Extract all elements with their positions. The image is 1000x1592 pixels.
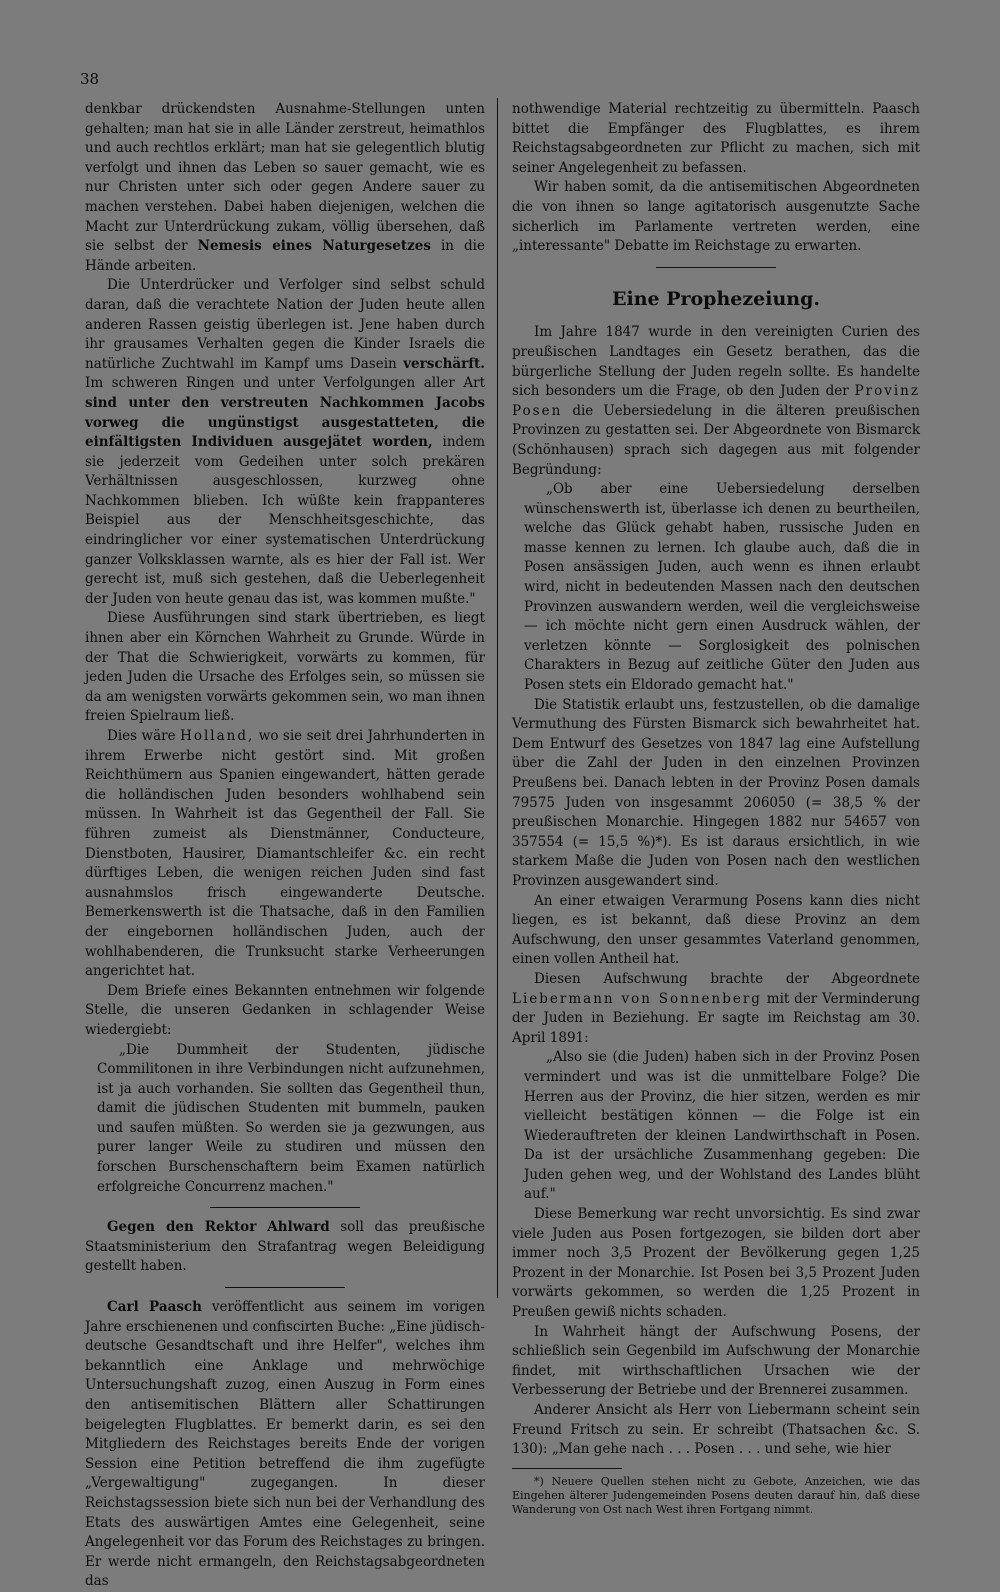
separator-rule [656,267,776,268]
quotation: „Die Dummheit der Studenten, jüdische Commilitonen in ihre Verbindungen nicht aufzunehmen, ist ja auch vorhanden. Sie sollten das Gegentheil thun, damit die jüdischen Studenten mit bummeln, pauken und saufen müßten. So werden sie ja gezwungen, aus purer langer Weile zu studiren und müssen den forschen Burschenschaftern beim Examen natürlich erfolgreiche Concurrenz machen." [97,1041,485,1195]
paragraph: Dem Briefe eines Bekannten entnehmen wir folgende Stelle, die unseren Gedanken in schlagender Weise wiedergiebt: [85,982,485,1038]
article-heading: Eine Prophezeiung. [612,287,820,310]
paragraph: Carl Paasch veröffentlicht aus seinem im vorigen Jahre erschienenen und confiscirten Buche: „Eine jüdisch-deutsche Gesandtschaft und ihre Helfer", welches ihm bekanntlich eine Anklage und mehrwöchige Untersuchungshaft zuzog, einen Auszug in Form eines den antisemitischen Blättern aller Schattirungen beigelegten Flugblattes. Er bemerkt darin, es sei den Mitgliedern des Reichstages bereits Ende der vorigen Session eine Petition betreffend die ihm zugefügte „Vergewaltigung" zugegangen. In dieser Reichstagssession biete sich nun bei der Verhandlung des Etats des auswärtigen Amtes eine Gelegenheit, seine Angelegenheit vor das Forum des Reichstages zu bringen. Er werde nicht ermangeln, den Reichstagsabgeordneten das [85,1299,485,1590]
paragraph: Die Statistik erlaubt uns, festzustellen, ob die damalige Vermuthung des Fürsten Bismarck sich bewahrheitet hat. Dem Entwurf des Gesetzes von 1847 lag eine Aufstellung über die Zahl der Juden in den einzelnen Provinzen Preußens bei. Danach lebten in der Provinz Posen damals 79575 Juden von insgesammt 206050 (= 38,5 % der preußischen Monarchie. Hingegen 1882 nur 54657 von 357554 (= 15,5 %)*). Es ist daraus ersichtlich, in wie starkem Maße die Juden von Posen nach den westlichen Provinzen ausgewandert sind. [512,696,920,889]
right-column [512,100,920,1517]
paragraph: Diesen Aufschwung brachte der Abgeordnete Liebermann von Sonnenberg mit der Verminderung der Juden in Beziehung. Er sagte im Reichstag am 30. April 1891: [512,970,920,1046]
paragraph: Anderer Ansicht als Herr von Liebermann scheint sein Freund Fritsch zu sein. Er schreibt (Thatsachen &c. S. 130): „Man gehe nach . . . Posen . . . und sehe, wie hier [512,1402,920,1458]
paragraph: Diese Bemerkung war recht unvorsichtig. Es sind zwar viele Juden aus Posen fortgezogen, sie bilden dort aber immer noch 3,5 Prozent der Bevölkerung gegen 1,25 Prozent in der Monarchie. Ist Posen bei 3,5 Prozent Juden vorwärts gekommen, so werden die 1,25 Prozent in Preußen gewiß nichts schaden. [512,1206,920,1321]
left-column [85,100,485,1592]
paragraph: Im Jahre 1847 wurde in den vereinigten Curien des preußischen Landtages ein Gesetz berathen, das die bürgerliche Stellung der Juden regeln sollte. Es handelte sich besonders um die Frage, ob den Juden der Provinz Posen die Uebersiedelung in die älteren preußischen Provinzen zu gestatten sei. Der Abgeordnete von Bismarck (Schönhausen) sprach sich dagegen aus mit folgender Begründung: [512,324,920,478]
quotation: „Ob aber eine Uebersiedelung derselben wünschenswerth ist, überlasse ich denen zu beurtheilen, welche das Glück gehabt haben, russische Juden en masse kennen zu lernen. Ich glaube auch, daß die in Posen ansässigen Juden, auch wenn es ihnen erlaubt wird, nicht in bedeutenden Massen nach den deutschen Provinzen auswandern werden, weil die vergleichsweise — ich möchte nicht gern einen Ausdruck wählen, der verletzen könnte — Sorglosigkeit des polnischen Charakters in Bezug auf zeitliche Güter den Juden aus Posen stets ein Eldorado gemacht hat." [524,481,920,694]
paragraph: Diese Ausführungen sind stark übertrieben, es liegt ihnen aber ein Körnchen Wahrheit zu Grunde. Würde in der That die Schwierigkeit, vorwärts zu kommen, für jeden Juden die Ursache des Erfolges sein, so müssen sie da am wenigsten vorwärts gekommen sein, wo man ihnen freien Spielraum ließ. [85,610,485,725]
column-divider [497,98,498,1298]
paragraph: denkbar drückendsten Ausnahme-Stellungen unten gehalten; man hat sie in alle Länder zerstreut, heimathlos und auch rechtlos erklärt; man hat sie gelegentlich blutig verfolgt und ihnen das Leben so sauer gemacht, wie es nur Christen unter sich oder gegen Andere sauer zu machen verstehen. Dabei haben diejenigen, welchen die Macht zur Unterdrückung zukam, völlig übersehen, daß sie selbst der Nemesis eines Naturgesetzes in die Hände arbeiten. [85,101,485,274]
paragraph: nothwendige Material rechtzeitig zu übermitteln. Paasch bittet die Empfänger des Flugblattes, es ihrem Reichstagsabgeordneten zur Pflicht zu machen, sich mit seiner Angelegenheit zu befassen. [512,101,920,176]
footnote: *) Neuere Quellen stehen nicht zu Gebote, Anzeichen, wie das Eingehen älterer Judengemeinden Posens deuten darauf hin, daß diese Wanderung von Ost nach West ihren Fortgang nimmt. [512,1474,920,1516]
footnote-rule [512,1468,622,1469]
paragraph: Dies wäre Holland, wo sie seit drei Jahrhunderten in ihrem Erwerbe nicht gestört sind. Mit großen Reichthümern aus Spanien eingewandert, hätten gerade die holländischen Juden besonders wohlhabend sein müssen. In Wahrheit ist das Gegentheil der Fall. Sie führen zumeist als Dienstmänner, Conducteure, Dienstboten, Hausirer, Diamantschleifer &c. ein recht dürftiges Leben, die wenigen reichen Juden sind fast ausnahmslos frisch eingewanderte Deutsche. Bemerkenswerth ist die Thatsache, daß in den Familien der eingebornen holländischen Juden, auch der wohlhabenderen, die Trunksucht starke Verheerungen angerichtet hat. [85,728,485,980]
paragraph: In Wahrheit hängt der Aufschwung Posens, der schließlich sein Gegenbild im Aufschwung der Monarchie findet, mit wirthschaftlichen Ursachen wie der Verbesserung der Betriebe und der Brennerei zusammen. [512,1323,920,1399]
separator-rule [225,1287,345,1288]
page-number: 38 [80,70,100,88]
separator-rule [210,1207,360,1208]
quotation: „Also sie (die Juden) haben sich in der Provinz Posen vermindert und was ist die unmittelbare Folge? Die Herren aus der Provinz, die hier sitzen, werden es mir vielleicht bestätigen können — die Folge ist ein Wiederauftreten der kleinen Landwirthschaft in Posen. Da ist der ursächliche Zusammenhang gegeben: Die Juden gehen weg, und der Wohlstand des Landes blüht auf." [524,1049,920,1203]
paragraph: Gegen den Rektor Ahlward soll das preußische Staatsministerium den Strafantrag wegen Beleidigung gestellt haben. [85,1219,485,1275]
paragraph: An einer etwaigen Verarmung Posens kann dies nicht liegen, es ist bekannt, daß diese Provinz an dem Aufschwung, den unser gesammtes Vaterland genommen, einen vollen Antheil hat. [512,892,920,968]
paragraph: Wir haben somit, da die antisemitischen Abgeordneten die von ihnen so lange agitatorisch ausgenutzte Sache sicherlich im Parlamente vertreten werden, eine „interessante" Debatte im Reichstage zu erwarten. [512,179,920,255]
paragraph: Die Unterdrücker und Verfolger sind selbst schuld daran, daß die verachtete Nation der Juden heute allen anderen Rassen geistig überlegen ist. Jene haben durch ihr grausames Verhalten gegen die Kinder Israels die natürliche Zuchtwahl im Kampf ums Dasein verschärft. Im schweren Ringen und unter Verfolgungen aller Art sind unter den verstreuten Nachkommen Jacobs vorweg die ungünstigst ausgestatteten, die einfältigsten Individuen ausgejätet worden, indem sie jederzeit vom Gedeihen unter solch prekären Verhältnissen ausgeschlossen, kurzweg ohne Nachkommen blieben. Ich wüßte kein frappanteres Beispiel aus der Menschheitsgeschichte, das eindringlicher vor einer systematischen Unterdrückung ganzer Volksklassen warnte, als es hier der Fall ist. Wer gerecht ist, muß sich gestehen, daß die Ueberlegenheit der Juden von heute genau das ist, was kommen mußte." [85,277,485,607]
